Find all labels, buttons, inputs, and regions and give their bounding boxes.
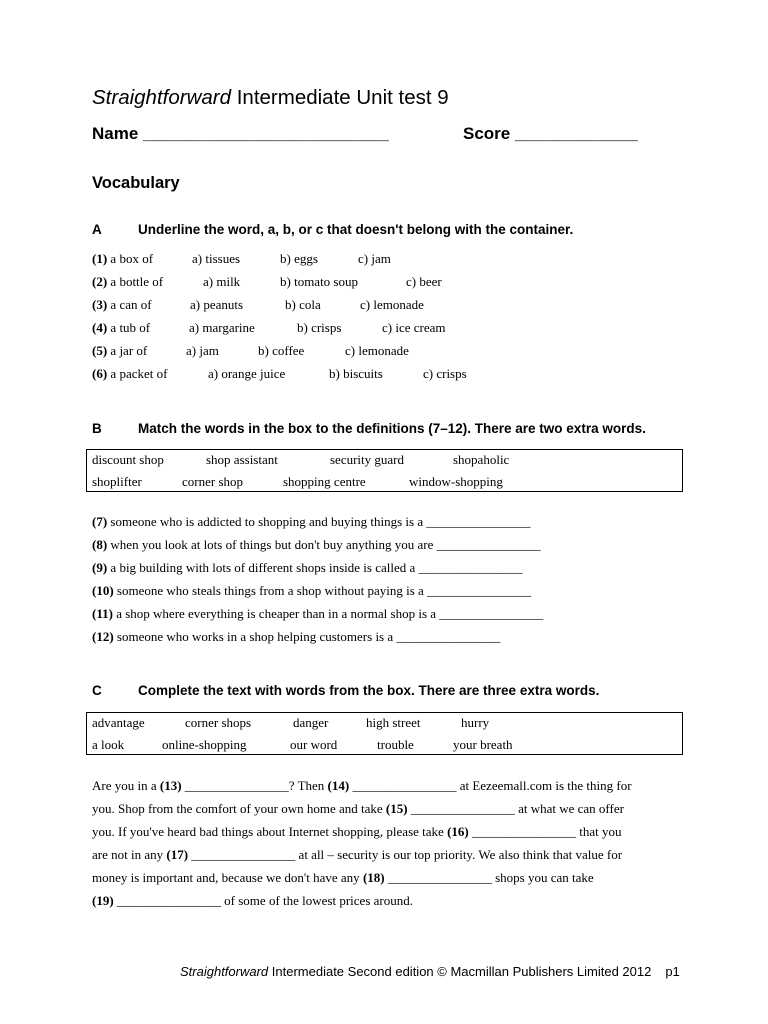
text: Are you in a — [92, 778, 160, 793]
page-title — [92, 86, 449, 110]
option-c[interactable]: c) ice cream — [382, 320, 446, 335]
gap-number: (19) — [92, 893, 114, 908]
option-b[interactable]: b) tomato soup — [280, 274, 358, 289]
box-word: online-shopping — [162, 737, 247, 752]
text: ________________ of some of the lowest prices around. — [113, 893, 413, 908]
box-word: shop assistant — [206, 452, 278, 467]
box-word: discount shop — [92, 452, 164, 467]
item-container: a box of — [110, 251, 154, 266]
title-italic: Straightforward — [92, 86, 232, 109]
definition-text: a shop where everything is cheaper than in a normal shop is a ________________ — [116, 606, 544, 621]
box-word: your breath — [453, 737, 513, 752]
paragraph-line — [92, 820, 632, 843]
box-word: hurry — [461, 715, 490, 730]
item-number: (12) — [92, 629, 114, 644]
item-number: (9) — [92, 560, 108, 575]
section-heading: Vocabulary — [92, 174, 180, 192]
section-c-letter: C — [92, 683, 102, 698]
definition-text: someone who steals things from a shop without paying is a ________________ — [116, 583, 532, 598]
definition-item — [92, 560, 523, 578]
item-container: a jar of — [110, 343, 148, 358]
box-word: trouble — [377, 737, 414, 752]
name-field: Name __________________________ — [92, 124, 389, 143]
box-word: shopping centre — [283, 474, 366, 489]
footer — [180, 964, 680, 979]
option-a[interactable]: a) orange juice — [208, 366, 286, 381]
text: ________________ shops you can take — [384, 870, 594, 885]
item-number: (8) — [92, 537, 108, 552]
item-number: (10) — [92, 583, 114, 598]
box-word: corner shop — [182, 474, 244, 489]
text: you. Shop from the comfort of your own home and take — [92, 801, 386, 816]
option-c[interactable]: c) lemonade — [360, 297, 424, 312]
box-word: security guard — [330, 452, 405, 467]
text: are not in any — [92, 847, 167, 862]
item-number: (11) — [92, 606, 113, 621]
section-a-instruction: Underline the word, a, b, or c that doesn't belong with the container. — [138, 222, 574, 237]
text: ________________ at Eezeemall.com is the thing for — [349, 778, 632, 793]
box-word: our word — [290, 737, 338, 752]
item-number: (1) — [92, 251, 108, 266]
box-word: danger — [293, 715, 329, 730]
definition-item — [92, 583, 531, 601]
section-b-letter: B — [92, 421, 102, 436]
section-b-instruction: Match the words in the box to the definitions (7–12). There are two extra words. — [138, 421, 646, 436]
paragraph-line — [92, 797, 632, 820]
gap-number: (17) — [166, 847, 189, 862]
text: ________________ at what we can offer — [407, 801, 624, 816]
title-rest: Intermediate Unit test 9 — [236, 86, 449, 109]
paragraph-line — [92, 774, 632, 797]
footer-italic: Straightforward — [180, 964, 269, 979]
page-number: p1 — [665, 964, 680, 979]
option-b[interactable]: b) coffee — [258, 343, 305, 358]
box-word: shoplifter — [92, 474, 142, 489]
gap-number: (16) — [447, 824, 469, 839]
text: ________________ at all – security is our top priority. We also think that value for — [188, 847, 623, 862]
paragraph-line — [92, 866, 632, 889]
text: you. If you've heard bad things about Internet shopping, please take — [92, 824, 448, 839]
item-number: (7) — [92, 514, 108, 529]
text: money is important and, because we don't have any — [92, 870, 363, 885]
option-c[interactable]: c) crisps — [423, 366, 467, 381]
paragraph-line — [92, 843, 632, 866]
score-field: Score _____________ — [463, 124, 638, 143]
option-a[interactable]: a) peanuts — [190, 297, 244, 312]
box-word: a look — [92, 737, 125, 752]
paragraph-line — [92, 889, 632, 912]
item-number: (4) — [92, 320, 108, 335]
gap-number: (18) — [362, 870, 385, 885]
definition-text: someone who is addicted to shopping and buying things is a ________________ — [110, 514, 531, 529]
word-box-b — [86, 449, 683, 492]
definition-item — [92, 537, 541, 555]
section-c-instruction: Complete the text with words from the box. There are three extra words. — [138, 683, 600, 698]
gap-fill-paragraph — [92, 774, 632, 912]
option-b[interactable]: b) cola — [285, 297, 321, 312]
definition-text: a big building with lots of different shops inside is called a ________________ — [110, 560, 523, 575]
box-word: high street — [366, 715, 421, 730]
gap-number: (13) — [159, 778, 182, 793]
box-word: corner shops — [185, 715, 252, 730]
option-b[interactable]: b) eggs — [280, 251, 318, 266]
option-a[interactable]: a) margarine — [189, 320, 255, 335]
footer-copyright: Intermediate Second edition © Macmillan Publishers Limited 2012 — [268, 964, 652, 979]
item-container: a packet of — [110, 366, 168, 381]
item-container: a tub of — [110, 320, 151, 335]
definition-text: when you look at lots of things but don't buy anything you are ________________ — [110, 537, 541, 552]
option-c[interactable]: c) beer — [406, 274, 442, 289]
option-c[interactable]: c) lemonade — [345, 343, 409, 358]
gap-number: (14) — [327, 778, 350, 793]
item-number: (6) — [92, 366, 108, 381]
option-a[interactable]: a) milk — [203, 274, 241, 289]
option-b[interactable]: b) crisps — [297, 320, 342, 335]
definition-item — [92, 629, 500, 647]
definition-text: someone who works in a shop helping customers is a ________________ — [116, 629, 501, 644]
box-word: advantage — [92, 715, 145, 730]
option-c[interactable]: c) jam — [358, 251, 391, 266]
gap-number: (15) — [385, 801, 408, 816]
text: ________________ that you — [468, 824, 622, 839]
item-number: (3) — [92, 297, 108, 312]
option-a[interactable]: a) jam — [186, 343, 219, 358]
item-container: a can of — [110, 297, 152, 312]
item-container: a bottle of — [110, 274, 164, 289]
text: ________________? Then — [181, 778, 328, 793]
section-a-letter: A — [92, 222, 102, 237]
box-word: shopaholic — [453, 452, 510, 467]
box-word: window-shopping — [409, 474, 503, 489]
definition-item — [92, 514, 530, 532]
option-b[interactable]: b) biscuits — [329, 366, 383, 381]
item-number: (5) — [92, 343, 108, 358]
definition-item — [92, 606, 543, 624]
option-a[interactable]: a) tissues — [192, 251, 241, 266]
item-number: (2) — [92, 274, 108, 289]
word-box-c — [86, 712, 683, 755]
